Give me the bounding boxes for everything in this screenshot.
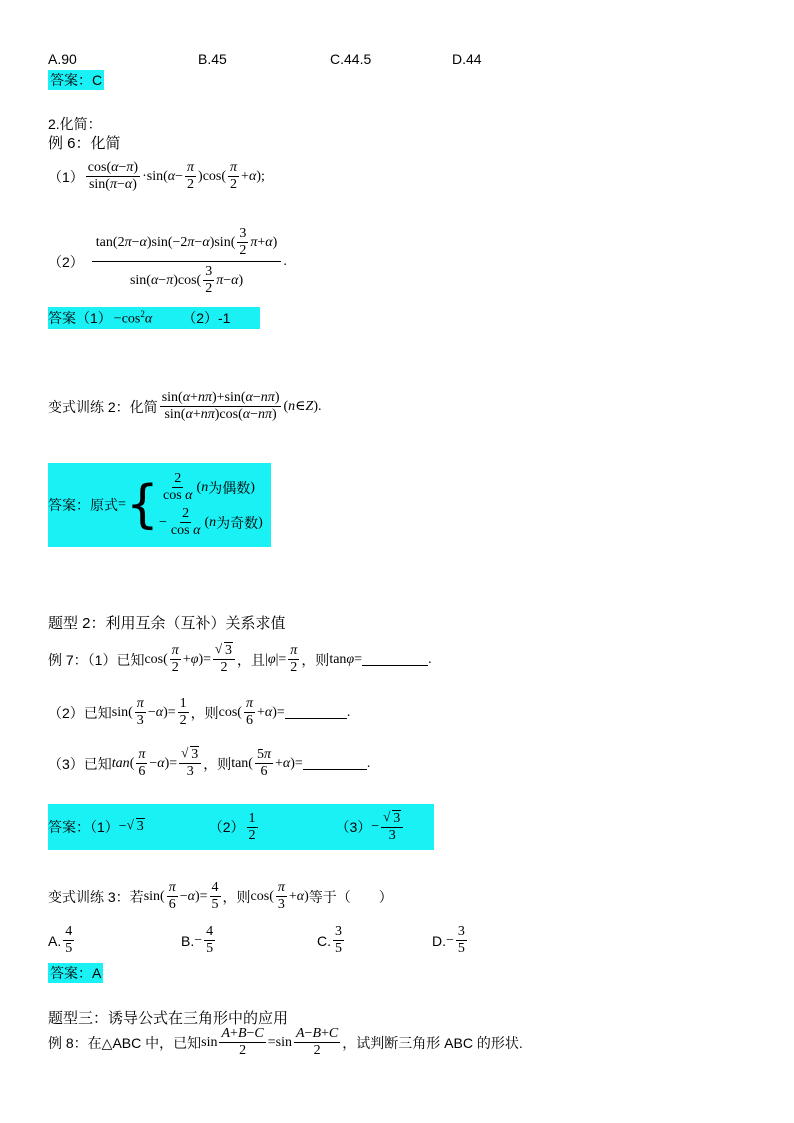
type-3-heading: 题型三：诱导公式在三角形中的应用: [48, 1010, 289, 1027]
variant-3-then: ，则: [222, 888, 251, 905]
example-6-label: 例 6：化简: [48, 135, 121, 152]
ex7-q2-then: ，则: [190, 704, 219, 721]
case-even: 为偶数: [208, 479, 251, 496]
option-c: C.44.5: [330, 51, 372, 67]
case-odd: 为奇数: [216, 514, 259, 531]
answer-variant-3: 答案：A: [50, 965, 102, 981]
var3-option-b-label: B.: [181, 932, 195, 949]
option-b: B.45: [198, 51, 227, 67]
variant-3: 变式训练 3：若 sin( $\frac{\pi}{6}$ − α )= $\frac{4}{5}$ ，则 cos( $\frac{\pi}{3}$ + α ) 等于（ ）: [48, 880, 393, 912]
answer-top: 答案：C: [50, 72, 103, 88]
variant-3-equals: 等于（ ）: [308, 888, 393, 905]
option-d: D.44: [452, 51, 482, 67]
example-8: 例 8：在△ABC 中，已知 sin $\frac{A+B-C}{2}$ =sin $\frac{A-B+C}{2}$ ，试判断三角形 ABC 的形状.: [48, 1026, 523, 1058]
variant-2-label: 变式训练 2：化简: [48, 398, 158, 415]
ex6-part1: （1） $\frac{\cos(\alpha-\pi)}{\sin(\pi-\alpha)}$ ·sin( α − $\frac{\pi}{2}$ )cos( $\frac{\pi}{2}$ + α );: [48, 160, 265, 192]
ex6-part2: （2） tan(2 π − α )sin(−2 π − α )sin( $\frac{3}{2}$ π + α ) sin( α − π )cos( $\frac{3}{2}$ π − α ) .: [48, 226, 287, 296]
answer-variant-2-label: 答案：原式: [48, 497, 118, 513]
ex7-and: ，且: [237, 651, 266, 668]
var3-option-b: B. − $\frac{4}{5}$: [181, 924, 214, 956]
part2-label: （2）: [48, 253, 84, 270]
var3-option-d-label: D.: [432, 932, 446, 949]
var3-option-c: C. $\frac{3}{5}$: [317, 924, 342, 956]
ex7-label: 例 7：（1）已知: [48, 651, 145, 668]
answer-ex7-label: 答案：（1）: [48, 819, 119, 835]
answer-ex7-3: （3）: [335, 819, 372, 835]
type-2-heading: 题型 2：利用互余（互补）关系求值: [48, 615, 286, 632]
ex8-tail: ，试判断三角形 ABC 的形状.: [342, 1034, 523, 1051]
ex7-q2-label: （2）已知: [48, 704, 112, 721]
ex7-part2: （2）已知 sin( $\frac{\pi}{3}$ − α )= $\frac{1}{2}$ ，则 cos( $\frac{\pi}{6}$ + α )= .: [48, 696, 351, 728]
ex8-label: 例 8：在△ABC 中，已知: [48, 1034, 202, 1051]
var3-option-c-label: C.: [317, 932, 331, 949]
answer-variant-2: 答案：原式 = { $\frac{2}{\text{cos α}}$ ( n 为偶数 ) − $\frac{2}{\text{cos α}}$ ( n 为奇数 ): [48, 463, 271, 547]
ex7-part1: 例 7：（1）已知 cos( $\frac{\pi}{2}$ + φ )= √ 3 2 ，且 | φ |= $\frac{\pi}{2}$ ，则 tanφ= .: [48, 641, 432, 675]
ex7-then: ，则: [301, 651, 330, 668]
option-a: A.90: [48, 51, 77, 67]
var3-option-a-label: A.: [48, 932, 62, 949]
section-heading: 2.化简：: [48, 116, 102, 132]
var3-option-d: D. − $\frac{3}{5}$: [432, 924, 465, 956]
part1-label: （1）: [48, 168, 84, 185]
answer-ex7-2: （2）: [208, 819, 245, 835]
variant-3-label: 变式训练 3：若: [48, 888, 144, 905]
ex7-q3-then: ，则: [203, 755, 232, 772]
answer-ex6-part2: （2）-1: [182, 310, 231, 326]
answer-ex7: 答案：（1） − √ 3 （2） $\frac{1}{2}$ （3） − √ 3 3: [48, 804, 434, 850]
var3-option-a: A. $\frac{4}{5}$: [48, 924, 73, 956]
answer-ex6-prefix: 答案（1）: [48, 310, 112, 326]
variant-2: 变式训练 2：化简 $\frac{\sin(\alpha+n\pi)+\sin(\alpha-n\pi)}{\sin(\alpha+n\pi)\cos(\alpha-n\pi)}$ ( n ∈ Z ).: [48, 390, 322, 422]
answer-ex6: 答案（1） $-\cos^2\alpha$ （2）-1: [48, 307, 260, 329]
ex7-q3-label: （3）已知: [48, 755, 112, 772]
ex7-part3: （3）已知 tan ( $\frac{\pi}{6}$ − α )= √ 3 3 ，则 tan( $\frac{5\pi}{6}$ + α )= .: [48, 745, 371, 779]
